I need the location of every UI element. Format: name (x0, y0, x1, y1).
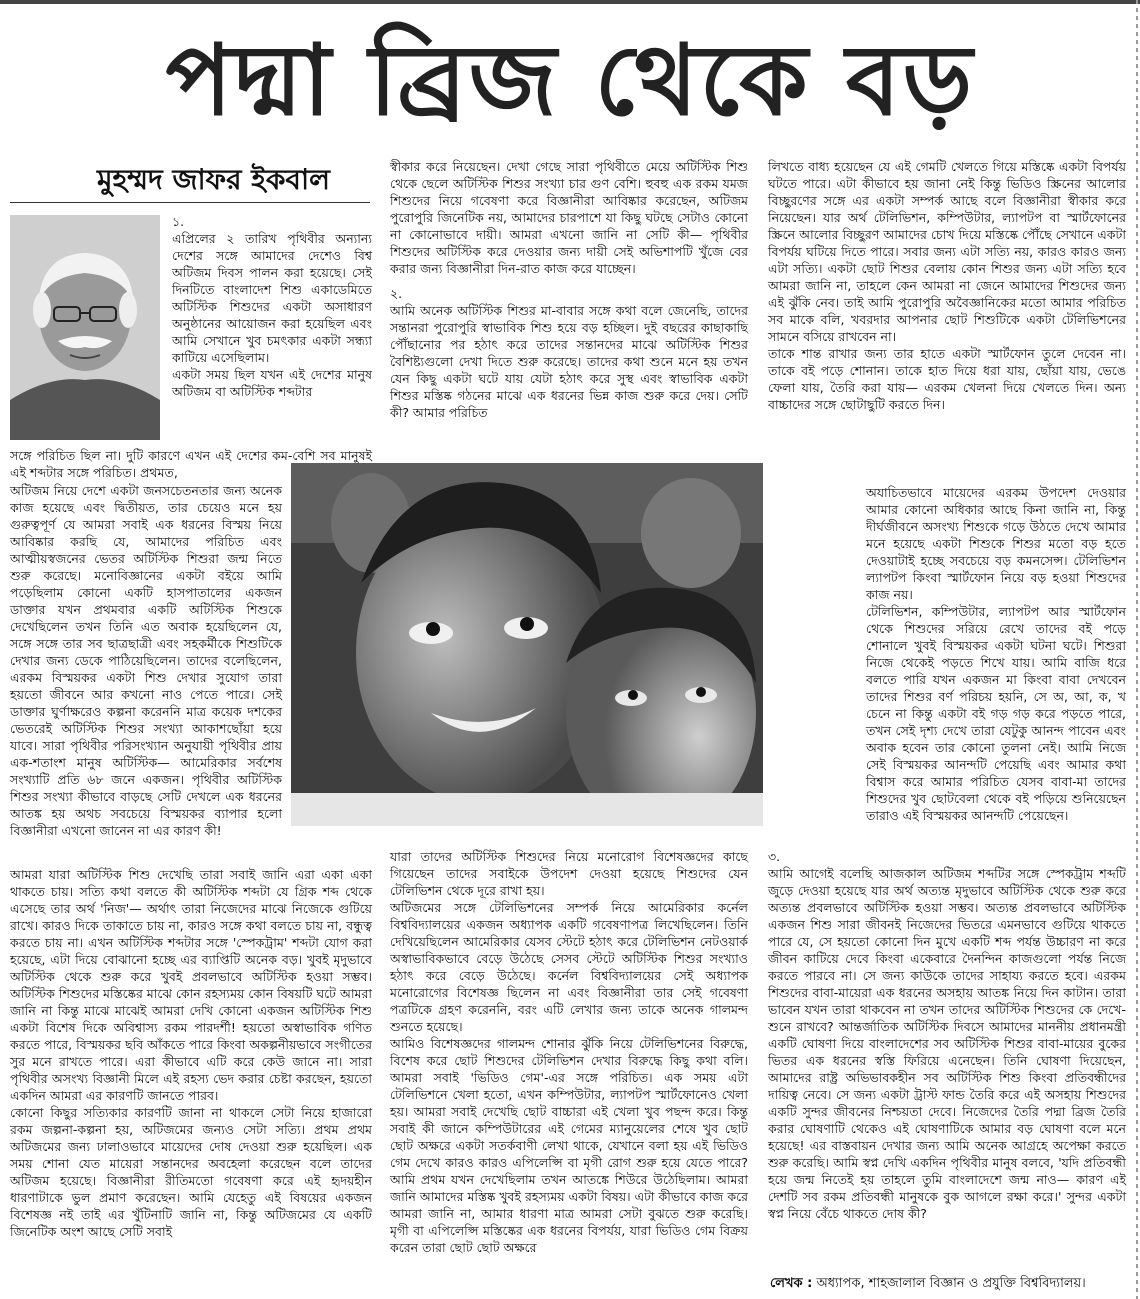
article-column-3-middle (866, 484, 1126, 824)
paragraph: অটিজমের সঙ্গে টেলিভিশনের সম্পর্ক নিয়ে আমেরিকার কর্নেল বিশ্ববিদ্যালয়ের একজন অধ্যাপক একটি গবেষণাপত্র লিখেছিলেন। তিনি দেখিয়েছিলেন আমেরিকার যেসব স্টেটে হঠাৎ করে টেলিভিশন নেটওয়ার্ক অস্বাভাবিকভাবে বেড়ে উঠেছে সেসব স্টেটে অটিস্টিক শিশুর সংখ্যাও হঠাৎ করে বেড়ে উঠেছে। কর্নেল বিশ্ববিদ্যালয়ের সেই অধ্যাপক মনোরোগের বিশেষজ্ঞ ছিলেন না এবং বিজ্ঞানীরা তার সেই গবেষণা পত্রটিকে গ্রহণ করেননি, বরং এটি লেখার জন্য তাকে অনেক গালমন্দ শুনতে হয়েছে। (390, 900, 748, 1034)
author-portrait (10, 215, 160, 440)
author-divider (10, 202, 370, 203)
article-column-2-top (390, 158, 748, 421)
article-column-3-top (768, 158, 1126, 413)
section-number-3: ৩. (768, 849, 781, 864)
article-column-3-bottom (768, 848, 1126, 1222)
children-photo (291, 463, 763, 826)
top-rule (0, 0, 1140, 4)
paragraph: কোনো কিছুর সত্যিকার কারণটি জানা না থাকলে সেটা নিয়ে হাজারো রকম জল্পনা-কল্পনা হয়, অটিজমের জন্যও সেটা সত্যি। প্রথম প্রথম অটিজমের জন্য ঢালাওভাবে মায়েদের দোষ দেওয়া শুরু হয়েছিল। এক সময় শোনা যেত মায়েরা সন্তানদের অবহেলা করেছেন বলে তাদের অটিজম হয়েছে। বিজ্ঞানীরা রীতিমতো গবেষণা করে এই হৃদয়হীন ধারণাটাকে ভুল প্রমাণ করেছেন। আমি যেহেতু এই বিষয়ের একজন বিশেষজ্ঞ নই তাই এর খুঁটিনাটি জানি না, কিন্তু অটিজমের যে একটি জিনেটিক অংশ আছে সেটি সবাই (10, 1105, 372, 1239)
paragraph: স্বীকার করে নিয়েছেন। দেখা গেছে সারা পৃথিবীতে মেয়ে অটিস্টিক শিশু থেকে ছেলে অটিস্টিক শিশুর সংখ্যা চার গুণ বেশি। হুবহু এক রকম যমজ শিশুদের নিয়ে গবেষণা করে বিজ্ঞানীরা আবিষ্কার করেছেন, অটিজম পুরোপুরি জিনেটিক নয়, আমাদের চারপাশে যা কিছু ঘটছে সেটাও কোনো না কোনোভাবে দায়ী। আমরা এখনো জানি না সেটি কী— পৃথিবীর শিশুদের অটিস্টিক করে দেওয়ার জন্য দায়ী সেই অভিশাপটি খুঁজে বের করার জন্য বিজ্ঞানীরা দিন-রাত কাজ করে যাচ্ছেন। (390, 159, 748, 276)
paragraph: লিখতে বাধ্য হয়েছেন যে এই গেমটি খেলতে গিয়ে মস্তিষ্কে একটা বিপর্যয় ঘটতে পারে। এটা কীভাবে হয় জানা নেই কিন্তু ভিডিও স্ক্রিনের আলোর বিচ্ছুরণের সঙ্গে এর একটা সম্পর্ক আছে বলে বিজ্ঞানীরা স্বীকার করে নিয়েছেন। যার অর্থ টেলিভিশন, কম্পিউটার, ল্যাপটপ বা স্মার্টফোনের স্ক্রিনে আলোর বিচ্ছুরণ আমাদের চোখ দিয়ে মস্তিষ্কে পৌঁছে সেখানে একটা বিপর্যয় ঘটিয়ে দিতে পারে। সবার জন্য এটা সত্যি নয়, কারও কারও জন্য এটা সত্যি। একটা ছোট শিশুর বেলায় কোন শিশুর জন্য এটা সত্যি হবে আমরা জানি না, তাহলে কেন আমরা না জেনে আমাদের শিশুদের জন্য এই ঝুঁকি নেব। তাই আমি পুরোপুরি অবৈজ্ঞানিকের মতো আমার পরিচিত সব মাকে বলি, খবরদার আপনার ছোট শিশুটিকে একটা টেলিভিশনের সামনে বসিয়ে রাখবেন না। (768, 159, 1126, 344)
section-number-1: ১. (172, 214, 185, 229)
paragraph: অযাচিতভাবে মায়েদের এরকম উপদেশ দেওয়ার আমার কোনো অধিকার আছে কিনা জানি না, কিন্তু দীর্ঘজীবনে অসংখ্য শিশুকে গড়ে উঠতে দেখে আমার মনে হয়েছে একটা শিশুকে শিশুর মতো বড় হতে দেওয়াটাই হচ্ছে সবচেয়ে বড় কমনসেন্স। টেলিভিশন ল্যাপটপ কিংবা স্মার্টফোন নিয়ে বড় হওয়া শিশুদের কাজ নয়। (866, 485, 1126, 602)
headline: পদ্মা ব্রিজ থেকে বড় (165, 23, 975, 138)
author-credit-text: অধ্যাপক, শাহজালাল বিজ্ঞান ও প্রযুক্তি বিশ্ববিদ্যালয়। (816, 1276, 1086, 1291)
paragraph: টেলিভিশন, কম্পিউটার, ল্যাপটপ আর স্মার্টফোন থেকে শিশুদের সরিয়ে রেখে তাদের বই পড়ে শোনালে খুবই বিস্ময়কর একটা ঘটনা ঘটে। শিশুরা নিজে থেকেই পড়তে শিখে যায়। আমি বাজি ধরে বলতে পারি যখন একজন মা কিংবা বাবা দেখবেন তাদের শিশুর বর্ণ পরিচয় হয়নি, সে অ, আ, ক, খ চেনে না কিন্তু একটা বই গড় গড় করে পড়তে পারে, তখন সেই দৃশ্য দেখে তারা যেটুকু আনন্দ পাবেন এবং অবাক হবেন তার কোনো তুলনা নেই। আমি নিজে সেই বিস্ময়কর আনন্দটি পেয়েছি এবং আমার কথা বিশ্বাস করে আমার পরিচিত যেসব বাবা-মা তাদের শিশুদের খুব ছোটবেলা থেকে বই পড়িয়ে শুনিয়েছেন তারাও এই বিস্ময়কর আনন্দটি পেয়েছেন। (866, 604, 1126, 823)
author-name: মুহম্মদ জাফর ইকবাল (96, 163, 330, 196)
author-credit-label: লেখক : (770, 1276, 813, 1291)
paragraph: তাকে শান্ত রাখার জন্য তার হাতে একটা স্মার্টফোন তুলে দেবেন না। তাকে বই পড়ে শোনান। তাকে হাত দিয়ে ধরা যায়, ছোঁয়া যায়, ভেঙে ফেলা যায়, তৈরি করা যায়— এরকম খেলনা দিয়ে খেলতে দিন। অন্য বাচ্চাদের সঙ্গে ছোটাছুটি করতে দিন। (768, 346, 1126, 412)
section-number-2: ২. (390, 286, 403, 301)
paragraph: সঙ্গে পরিচিত ছিল না। দুটি কারণে এখন এই দেশের কম-বেশি সব মানুষই এই শব্দটার সঙ্গে পরিচিত। প্রথমত, (10, 448, 372, 480)
paragraph: আমিও বিশেষজ্ঞদের গালমন্দ শোনার ঝুঁকি নিয়ে টেলিভিশনের বিরুদ্ধে, বিশেষ করে ছোট শিশুদের টেলিভিশন দেখার বিরুদ্ধে কিছু কথা বলি। আমরা সবাই 'ভিডিও গেম'-এর সঙ্গে পরিচিত। এক সময় এটা টেলিভিশনে খেলা হতো, এখন কম্পিউটার, ল্যাপটপ স্মার্টফোনেও খেলা হয়। আমরা সবাই দেখেছি ছোট বাচ্চারা এই খেলা খুব পছন্দ করে। কিন্তু সবাই কী জানে কম্পিউটারের এই গেমের ম্যানুয়েলের শেষে খুব ছোট ছোট অক্ষরে একটা সতর্কবাণী লেখা থাকে, যেখানে বলা হয় এই ভিডিও গেম দেখে কারও কারও এপিলেপ্সি বা মৃগী রোগ শুরু হয়ে যেতে পারে? আমি প্রথম যখন দেখেছিলাম তখন আতঙ্কে শিউরে উঠেছিলাম। আমরা জানি আমাদের মস্তিষ্ক খুবই রহস্যময় একটা বিষয়। এটা কীভাবে কাজ করে আমরা জানি না, আমার ধারণা মাত্র আমরা সেটা বুঝতে শুরু করেছি। মৃগী বা এপিলেপ্সি মস্তিষ্কের এক ধরনের বিপর্যয়, যারা ভিডিও গেম বিক্রয় করেন তারা ছোট ছোট অক্ষরে (390, 1036, 748, 1255)
article-column-1-narrow (10, 482, 282, 839)
article-column-2-bottom (390, 848, 748, 1256)
author-credit (770, 1275, 1130, 1292)
paragraph: আমরা যারা অটিস্টিক শিশু দেখেছি তারা সবাই জানি এরা একা একা থাকতে চায়। সত্যি কথা বলতে কী অটিস্টিক শব্দটা যে গ্রিক শব্দ থেকে এসেছে তার অর্থ 'নিজ'— অর্থাৎ তারা নিজেদের মাঝে নিজেকে গুটিয়ে রাখে। কারও দিকে তাকাতে চায় না, কারও সঙ্গে কথা বলতে চায় না, বন্ধুত্ব করতে চায় না। এখন অটিস্টিক শব্দটার সঙ্গে 'স্পেকট্রাম' শব্দটা যোগ করা হয়েছে, এটা দিয়ে বোঝানো হচ্ছে এর ব্যাপ্তিটি অনেক বড়। খুবই মৃদুভাবে অটিস্টিক থেকে শুরু করে খুবই প্রবলভাবে অটিস্টিক হওয়া সম্ভব। অটিস্টিক শিশুদের মস্তিষ্কের মাঝে কোন রহস্যময় কোন বিষয়টি ঘটে আমরা জানি না কিন্তু মাঝে মাঝেই আমরা দেখি কোনো একজন অটিস্টিক শিশু একটা বিশেষ দিকে অবিশ্বাস্য রকম পারদর্শী! হয়তো অস্বাভাবিক গণিত করতে পারে, বিস্ময়কর ছবি আঁকতে পারে কিংবা অকল্পনীয়ভাবে সংগীতের সুর মনে রাখতে পারে। এরা কীভাবে এটি করে কেউ জানে না। সারা পৃথিবীর অসংখ্য বিজ্ঞানী মিলে এই রহস্য ভেদ করার চেষ্টা করছেন, হয়তো একদিন আমরা এর কারণটি জানতে পারব। (10, 867, 372, 1103)
paragraph: এপ্রিলের ২ তারিখ পৃথিবীর অন্যান্য দেশের সঙ্গে আমাদের দেশেও বিশ্ব অটিজম দিবস পালন করা হয়েছে। সেই দিনটিতে বাংলাদেশ শিশু একাডেমিতে অটিস্টিক শিশুদের একটা অসাধারণ অনুষ্ঠানের আয়োজন করা হয়েছিল এবং আমি সেখানে খুব চমৎকার একটা সন্ধ্যা কাটিয়ে এসেছিলাম। (172, 231, 372, 365)
paragraph: যারা তাদের অটিস্টিক শিশুদের নিয়ে মনোরোগ বিশেষজ্ঞদের কাছে গিয়েছেন তাদের সবাইকে উপদেশ দেওয়া হয়েছে শিশুদের যেন টেলিভিশন থেকে দূরে রাখা হয়। (390, 849, 748, 898)
paragraph: আমি অনেক অটিস্টিক শিশুর মা-বাবার সঙ্গে কথা বলে জেনেছি, তাদের সন্তানরা পুরোপুরি স্বাভাবিক শিশু হয়ে বড় হচ্ছিল। দুই বছরের কাছাকাছি পৌঁছানোর পর হঠাৎ করে তাদের সন্তানদের মাঝে অটিস্টিক শিশুর বৈশিষ্ট্যগুলো দেখা দিতে শুরু করেছে। তাদের কথা শুনে মনে হয় তখন যেন কিছু একটা ঘটে যায় যেটা হঠাৎ করে সুস্থ এবং স্বাভাবিক একটা শিশুর মস্তিষ্ক গঠনের মাঝে এক ধরনের ভিন্ন কাজ শুরু করে দেয়। সেটি কী? আমার পরিচিত (390, 303, 748, 420)
paragraph: আমি আগেই বলেছি আজকাল অটিজম শব্দটির সঙ্গে স্পেকট্রাম শব্দটি জুড়ে দেওয়া হয়েছে যার অর্থ অত্যন্ত মৃদুভাবে অটিস্টিক থেকে শুরু করে অত্যন্ত প্রবলভাবে অটিস্টিক হওয়া সম্ভব। অত্যন্ত প্রবলভাবে অটিস্টিক একজন শিশু সারা জীবনই নিজেদের ভিতরে এমনভাবে গুটিয়ে থাকতে পারে যে, সে হয়তো কোনো দিন মুখে একটি শব্দ পর্যন্ত উচ্চারণ না করে জীবন কাটিয়ে দেবে কিংবা একেবারে দৈনন্দিন কাজগুলো পর্যন্ত নিজে করতে পারবে না। সে জন্য কাউকে তাদের সাহায্য করতে হবে। এরকম শিশুদের বাবা-মায়েরা এক ধরনের অসহায় আতঙ্ক নিয়ে দিন কাটান। তারা ভাবেন যখন তারা থাকবেন না তখন তাদের অটিস্টিক শিশুদের কে দেখে-শুনে রাখবে? আন্তর্জাতিক অটিস্টিক দিবসে আমাদের মাননীয় প্রধানমন্ত্রী একটি ঘোষণা দিয়ে বাংলাদেশের সব অটিস্টিক শিশুর বাবা-মায়ের বুকের ভিতর এক ধরনের স্বস্তি ফিরিয়ে এনেছেন। তিনি ঘোষণা দিয়েছেন, আমাদের রাষ্ট্র অভিভাবকহীন সব অটিস্টিক শিশু কিংবা প্রতিবন্ধীদের দায়িত্ব নেবে। সে জন্য একটা ট্রাস্ট ফান্ড তৈরি করে এই অসহায় শিশুদের একটি সুন্দর জীবনের নিশ্চয়তা দেবে। নিজেদের তৈরি পদ্মা ব্রিজ তৈরি করার ঘোষণাটি থেকেও এই ঘোষণাটিকে আমার বড় ঘোষণা বলে মনে হয়েছে! এর বাস্তবায়ন দেখার জন্য আমি অনেক আগ্রহে অপেক্ষা করতে শুরু করেছি। আমি স্বপ্ন দেখি একদিন পৃথিবীর মানুষ বলবে, 'যদি প্রতিবন্ধী হয়ে জন্ম নিতেই হয় তাহলে তুমি বাংলাদেশে জন্ম নাও— কারণ এই দেশটি সব রকম প্রতিবন্ধী মানুষকে বুক আগলে রক্ষা করে।' সুন্দর একটা স্বপ্ন নিয়ে বেঁচে থাকতে দোষ কী? (768, 866, 1126, 1221)
paragraph: অটিজম নিয়ে দেশে একটা জনসচেতনতার জন্য অনেক কাজ হয়েছে এবং দ্বিতীয়ত, তার চেয়েও মনে হয় গুরুত্বপূর্ণ যে আমরা সবাই এক ধরনের বিস্ময় নিয়ে আবিষ্কার করছি যে, আমাদের পরিচিত এবং আত্মীয়স্বজনের ভেতর অটিস্টিক শিশুরা জন্ম নিতে শুরু করেছে। মনোবিজ্ঞানের একটা বইয়ে আমি পড়েছিলাম কোনো একটি হাসপাতালের একজন ডাক্তার যখন প্রথমবার একটি অটিস্টিক শিশুকে দেখেছিলেন তখন তিনি এত অবাক হয়েছিলেন যে, সঙ্গে সঙ্গে তার সব ছাত্রছাত্রী এবং সহকর্মীকে শিশুটিকে দেখার জন্য ডেকে পাঠিয়েছিলেন। তাদের বলেছিলেন, এরকম বিস্ময়কর একটা শিশু দেখার সুযোগ তারা হয়তো জীবনে আর কখনো নাও পেতে পারে। সেই ডাক্তার ঘুর্ণাক্ষরেও কল্পনা করেননি মাত্র কয়েক দশকের ভেতরেই অটিস্টিক শিশুর সংখ্যা আকাশছোঁয়া হয়ে যাবে। সারা পৃথিবীর পরিসংখ্যান অনুযায়ী পৃথিবীর প্রায় এক-শতাংশ মানুষ অটিস্টিক— আমেরিকার সর্বশেষ সংখ্যাটি প্রতি ৬৮ জনে একজন। পৃথিবীর অটিস্টিক শিশুর সংখ্যা কীভাবে বাড়ছে সেটি দেখলে এক ধরনের আতঙ্ক হয় অথচ সবচেয়ে বিস্ময়কর ব্যাপার হলো বিজ্ঞানীরা এখনো জানেন না এর কারণ কী! (10, 483, 282, 838)
article-column-1-top (172, 213, 372, 400)
paragraph: একটা সময় ছিল যখন এই দেশের মানুষ অটিজম বা অটিস্টিক শব্দটার (172, 367, 372, 399)
page-edge-marks (1136, 0, 1138, 1299)
article-column-1-bottom (10, 866, 372, 1240)
